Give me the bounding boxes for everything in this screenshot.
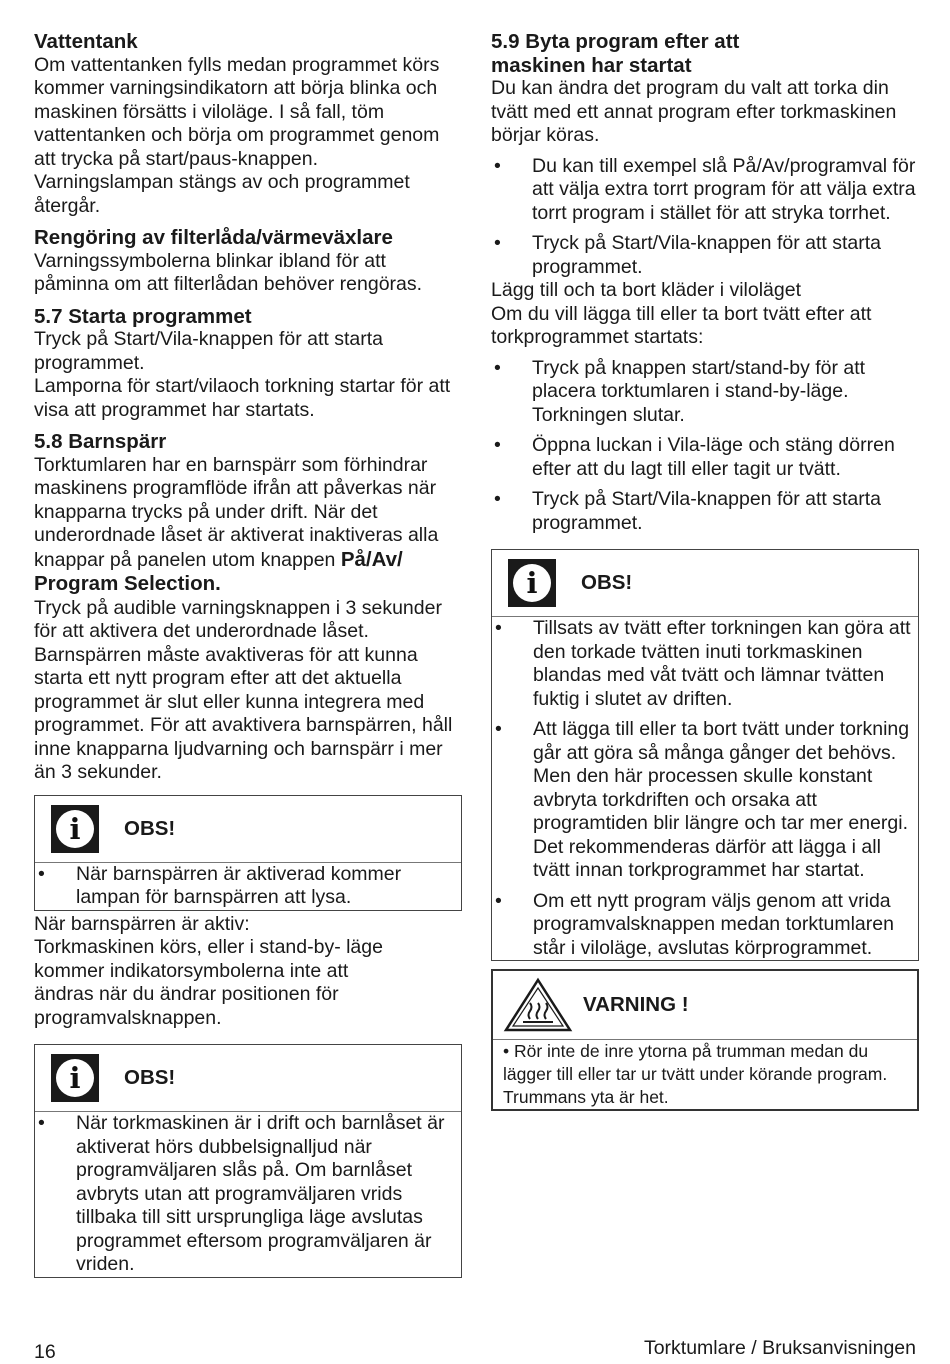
warning-header (493, 971, 917, 1040)
page-number: 16 (34, 1341, 56, 1363)
notice-header (35, 1045, 461, 1112)
section-heading-change-program: 5.9 Byta program efter att maskinen har startat (491, 30, 740, 77)
section-heading-water-tank: Vattentank (34, 30, 138, 53)
paragraph: Tryck på Start/Vila-knappen för att starta programmet. (34, 328, 383, 374)
bullet-list (491, 155, 919, 280)
paragraph (34, 454, 462, 597)
paragraph: Tryck på audible varningsknappen i 3 sekunder för att aktivera det underordnade låset. Barnspärren måste avaktiveras för att kunna starta ett nytt program efter att det aktuella programmet är slut eller kunna integrera med programmet. För att avaktivera barnspärren, håll inne knapparna ljudvarning och barnspärr i mer än 3 sekunder. (34, 596, 453, 783)
warning-text: • Rör inte de inre ytorna på trumman medan du lägger till eller tar ur tvätt under körande program. Trummans yta är het. (503, 1041, 888, 1107)
info-icon: i (51, 805, 99, 853)
info-icon: i (508, 559, 556, 607)
bullet-list (491, 357, 919, 536)
paragraph: Torkmaskinen körs, eller i stand-by- läge kommer indikatorsymbolerna inte att ändras när du ändrar positionen för programvalsknappen. (34, 936, 383, 1029)
paragraph-text: Torktumlaren har en barnspärr som förhindrar maskinens programflöde ifrån att påverkas när knapparna trycks på under drift. När det underordnade låset är aktiverat inaktiveras alla knappar på panelen utom knappen (34, 453, 439, 571)
list-item: • Att lägga till eller ta bort tvätt under torkning går att göra så många gånger det behövs. Men den här processen skulle konstant avbryta torkdriften och orsaka att programtiden blir längre och tar mer energi. Det rekommenderas därför att lägga i all tvätt innan torkprogrammet har startat. (492, 718, 918, 883)
notice-title: OBS! (581, 571, 633, 595)
section-heading-start-program: 5.7 Starta programmet (34, 304, 252, 328)
section-heading-child-lock: 5.8 Barnspärr (34, 430, 167, 453)
notice-list (35, 1112, 461, 1277)
list-item: • Om ett nytt program väljs genom att vrida programvalsknappen medan torktumlaren står i viloläge, avslutas körprogrammet. (492, 890, 918, 961)
obs-notice-box (34, 1044, 462, 1278)
notice-header (492, 550, 918, 617)
list-item: • Tryck på Start/Vila-knappen för att starta programmet. (491, 232, 919, 279)
paragraph: Varningssymbolerna blinkar ibland för att påminna om att filterlådan behöver rengöras. (34, 249, 423, 295)
list-item: • Tryck på Start/Vila-knappen för att starta programmet. (491, 488, 919, 535)
hot-surface-warning-icon (503, 977, 573, 1033)
list-item: • Tryck på knappen start/stand-by för att placera torktumlaren i stand-by-läge. Torkningen slutar. (491, 357, 919, 428)
obs-notice-box (491, 549, 919, 961)
list-item: • Öppna luckan i Vila-läge och stäng dörren efter att du lagt till eller tagit ur tvätt. (491, 434, 919, 481)
left-column (34, 30, 462, 1278)
bold-button-name: På/Av/ Program Selection. (34, 547, 403, 595)
notice-title: OBS! (124, 1066, 176, 1090)
paragraph: Om vattentanken fylls medan programmet körs kommer varningsindikatorn att börja blinka och maskinen försätts i viloläge. I så fall, töm vattentanken och börja om programmet genom att trycka på start/paus-knappen. Varningslampan stängs av och programmet återgår. (34, 53, 440, 217)
right-column (491, 30, 919, 1111)
list-item: • När barnspärren är aktiverad kommer lampan för barnspärren att lysa. (35, 863, 461, 910)
list-item: • När torkmaskinen är i drift och barnlåset är aktiverat hörs dubbelsignalljud när programväljaren slås på. Om barnlåset avbryts utan att programväljaren vrids tillbaka till sitt ursprungliga läge avslutas programmet eftersom programväljaren är vriden. (35, 1112, 461, 1277)
paragraph: När barnspärren är aktiv: (34, 912, 250, 935)
section-heading-filter-cleaning: Rengöring av filterlåda/värmeväxlare (34, 226, 393, 249)
notice-list (35, 863, 461, 910)
warning-box (491, 969, 919, 1111)
paragraph: Om du vill lägga till eller ta bort tvätt efter att torkprogrammet startats: (491, 302, 872, 348)
warning-title: VARNING ! (583, 993, 689, 1017)
list-item: • Du kan till exempel slå På/Av/programval för att välja extra torrt program för att välja extra torrt program i stället för att stryka torrhet. (491, 155, 919, 226)
info-icon: i (51, 1054, 99, 1102)
notice-header (35, 796, 461, 863)
obs-notice-box (34, 795, 462, 911)
list-item: • Tillsats av tvätt efter torkningen kan göra att den torkade tvätten inuti torkmaskinen blandas med våt tvätt och lämnar tvätten fuktig i slutet av driften. (492, 617, 918, 711)
paragraph: Lamporna för start/vilaoch torkning startar för att visa att programmet har startats. (34, 375, 451, 421)
paragraph: Du kan ändra det program du valt att torka din tvätt med ett annat program efter torkmaskinen börjar köras. (491, 77, 897, 146)
notice-list (492, 617, 918, 960)
footer-doc-title: Torktumlare / Bruksanvisningen (643, 1337, 916, 1359)
paragraph: Lägg till och ta bort kläder i viloläget (491, 279, 802, 301)
notice-title: OBS! (124, 816, 176, 840)
